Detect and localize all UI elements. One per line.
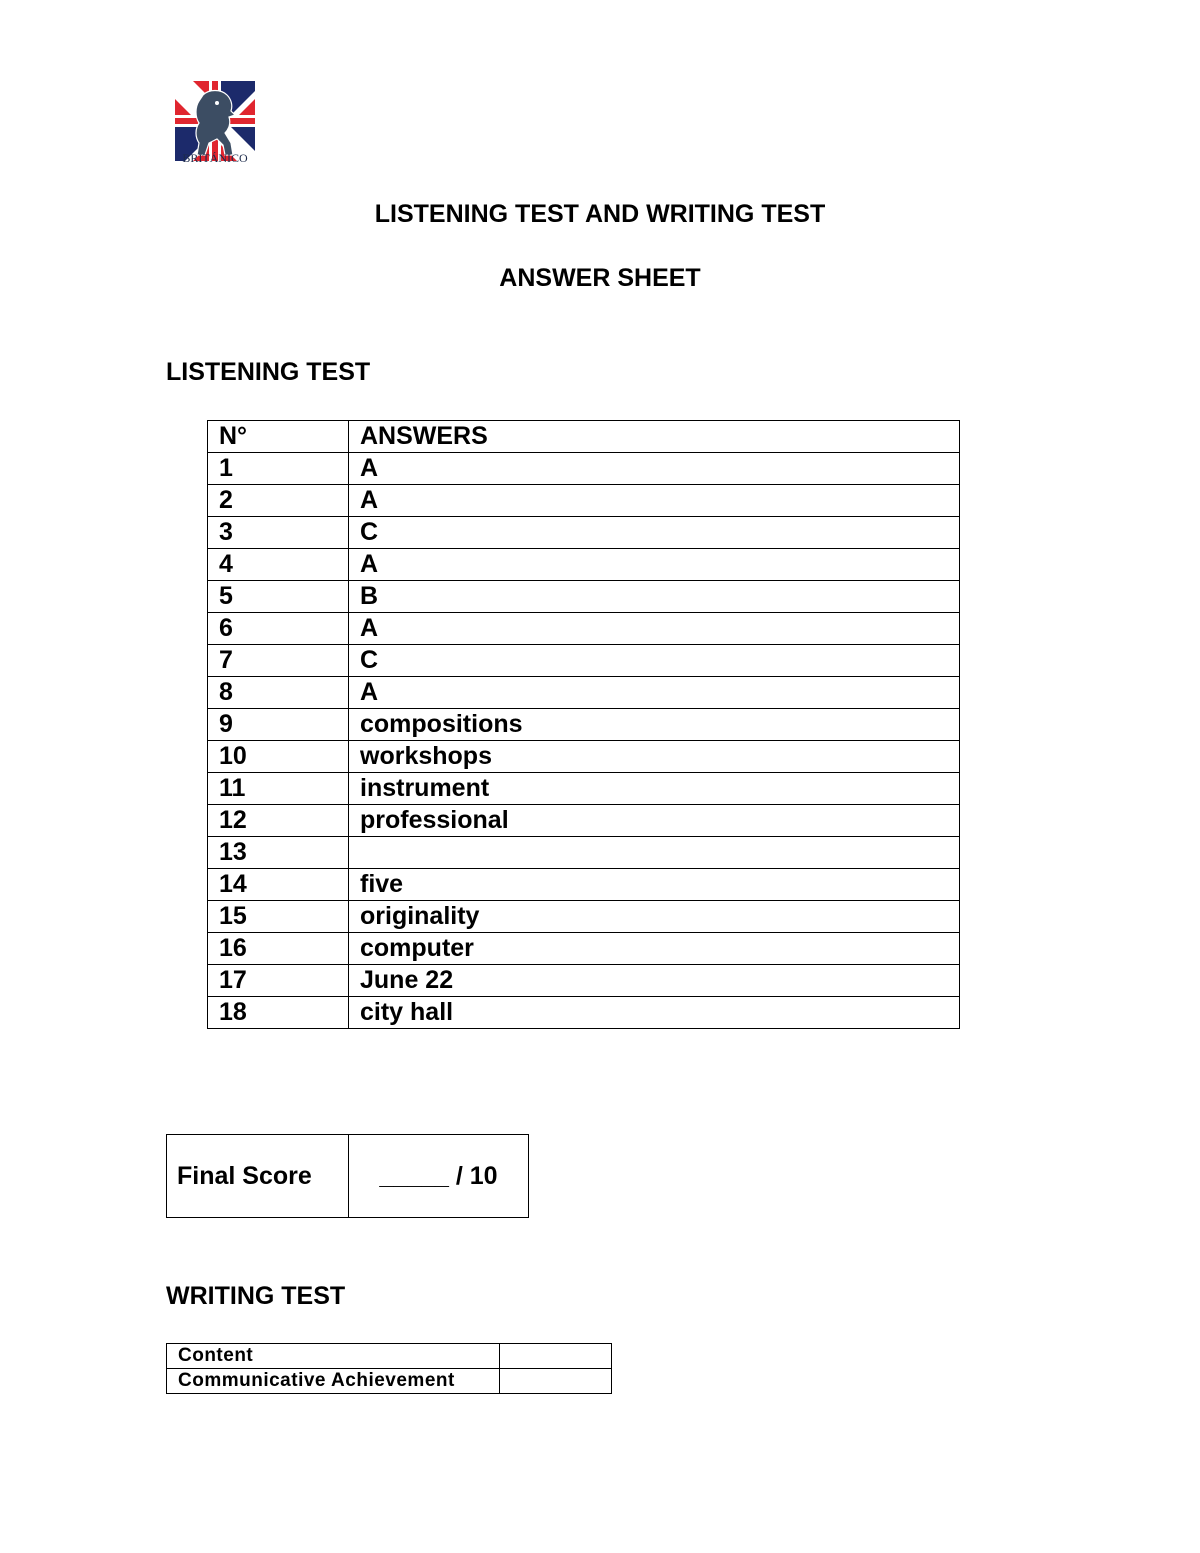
writing-section-heading: WRITING TEST bbox=[166, 1282, 346, 1310]
question-number: 1 bbox=[208, 453, 349, 485]
table-row bbox=[208, 741, 960, 773]
answer-cell: five bbox=[349, 869, 960, 901]
question-number: 9 bbox=[208, 709, 349, 741]
question-number: 15 bbox=[208, 901, 349, 933]
table-row bbox=[208, 933, 960, 965]
column-header-answers: ANSWERS bbox=[349, 421, 960, 453]
writing-criteria-table bbox=[166, 1343, 612, 1394]
final-score-box bbox=[166, 1134, 529, 1218]
question-number: 4 bbox=[208, 549, 349, 581]
table-row bbox=[208, 517, 960, 549]
table-row bbox=[208, 709, 960, 741]
column-header-number: N° bbox=[208, 421, 349, 453]
table-row bbox=[208, 901, 960, 933]
table-row bbox=[208, 805, 960, 837]
final-score-value: _____ / 10 bbox=[349, 1135, 529, 1218]
question-number: 3 bbox=[208, 517, 349, 549]
answer-cell: A bbox=[349, 613, 960, 645]
answer-cell: A bbox=[349, 677, 960, 709]
question-number: 11 bbox=[208, 773, 349, 805]
table-row bbox=[208, 645, 960, 677]
table-row bbox=[208, 485, 960, 517]
question-number: 12 bbox=[208, 805, 349, 837]
answer-cell: computer bbox=[349, 933, 960, 965]
question-number: 5 bbox=[208, 581, 349, 613]
table-row bbox=[208, 613, 960, 645]
page-subtitle: ANSWER SHEET bbox=[499, 264, 701, 292]
answer-cell: C bbox=[349, 645, 960, 677]
page-title: LISTENING TEST AND WRITING TEST bbox=[374, 200, 826, 228]
question-number: 17 bbox=[208, 965, 349, 997]
question-number: 14 bbox=[208, 869, 349, 901]
table-row bbox=[208, 549, 960, 581]
answer-cell: A bbox=[349, 485, 960, 517]
question-number: 13 bbox=[208, 837, 349, 869]
logo-wordmark: BRITÁNICO bbox=[182, 151, 248, 165]
answer-cell: compositions bbox=[349, 709, 960, 741]
answer-cell: originality bbox=[349, 901, 960, 933]
table-header-row bbox=[208, 421, 960, 453]
answer-cell bbox=[349, 837, 960, 869]
answer-cell: June 22 bbox=[349, 965, 960, 997]
question-number: 18 bbox=[208, 997, 349, 1029]
answer-cell: city hall bbox=[349, 997, 960, 1029]
listening-answers-table bbox=[207, 420, 960, 1029]
answer-cell: professional bbox=[349, 805, 960, 837]
question-number: 2 bbox=[208, 485, 349, 517]
answer-cell: B bbox=[349, 581, 960, 613]
table-row bbox=[208, 677, 960, 709]
answer-cell: A bbox=[349, 453, 960, 485]
listening-section-heading: LISTENING TEST bbox=[166, 358, 371, 386]
table-row bbox=[208, 965, 960, 997]
answer-cell: A bbox=[349, 549, 960, 581]
final-score-row bbox=[167, 1135, 529, 1218]
table-row bbox=[208, 837, 960, 869]
answer-cell: C bbox=[349, 517, 960, 549]
table-row bbox=[208, 581, 960, 613]
table-row bbox=[208, 997, 960, 1029]
question-number: 6 bbox=[208, 613, 349, 645]
table-row bbox=[208, 453, 960, 485]
table-row bbox=[167, 1369, 612, 1394]
final-score-label: Final Score bbox=[167, 1135, 349, 1218]
criterion-label: Communicative Achievement bbox=[167, 1369, 500, 1394]
criterion-label: Content bbox=[167, 1344, 500, 1369]
answer-cell: instrument bbox=[349, 773, 960, 805]
question-number: 16 bbox=[208, 933, 349, 965]
table-row bbox=[167, 1344, 612, 1369]
table-row bbox=[208, 869, 960, 901]
table-row bbox=[208, 773, 960, 805]
question-number: 8 bbox=[208, 677, 349, 709]
question-number: 7 bbox=[208, 645, 349, 677]
criterion-score bbox=[500, 1369, 612, 1394]
criterion-score bbox=[500, 1344, 612, 1369]
question-number: 10 bbox=[208, 741, 349, 773]
answer-cell: workshops bbox=[349, 741, 960, 773]
